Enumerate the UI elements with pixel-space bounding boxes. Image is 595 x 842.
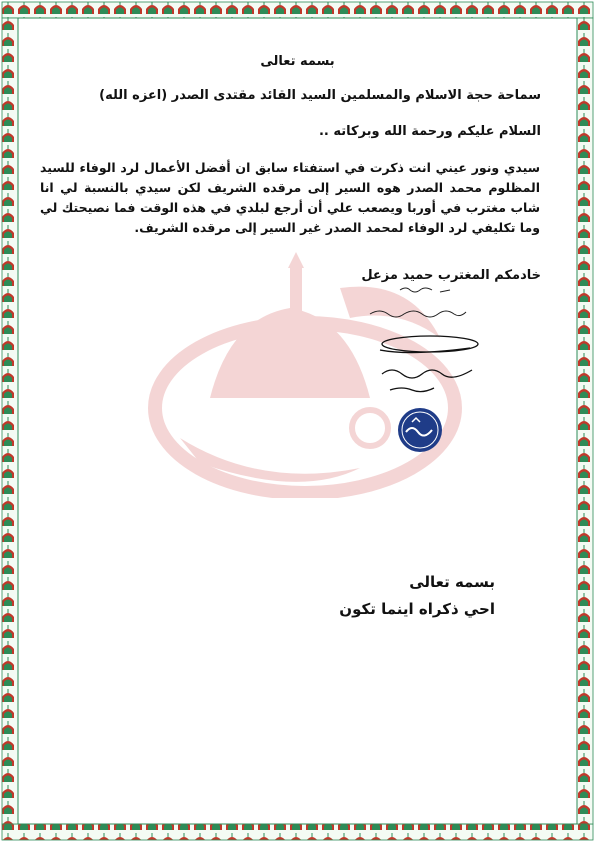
reply-text: احي ذكراه اينما تكون (339, 600, 495, 618)
handwritten-reply-area (360, 280, 480, 456)
handwritten-reply-text (370, 311, 466, 317)
letter-signoff: خادمكم المغترب حميد مزعل (361, 268, 541, 283)
letter-body: سيدي ونور عيني انت ذكرت في استفتاء سابق ان أفضل الأعمال لرد الوفاء للسيد المظلوم محمد الصدر هوه السير إلى مرقده الشريف لكن سيدي بالنسبة لي انا شاب مغترب في أوربا ويصعب علي أن أرجع لبلدي في هذه الوقت فما نصيحتك لي وما تكليفي لرد الوفاء لمحمد الصدر غير السير إلى مرقده الشريف. (40, 160, 540, 235)
reply-bismillah: بسمه تعالى (409, 573, 495, 591)
handwritten-header (400, 288, 450, 292)
handwritten-signature (380, 336, 478, 392)
greeting-line: السلام عليكم ورحمة الله وبركاته .. (318, 124, 541, 139)
bismillah-heading: بسمه تعالى (260, 54, 335, 69)
recipient-address: سماحة حجة الاسلام والمسلمين السيد القائد مقتدى الصدر (اعزه الله) (99, 88, 541, 103)
round-seal-icon (398, 408, 442, 452)
